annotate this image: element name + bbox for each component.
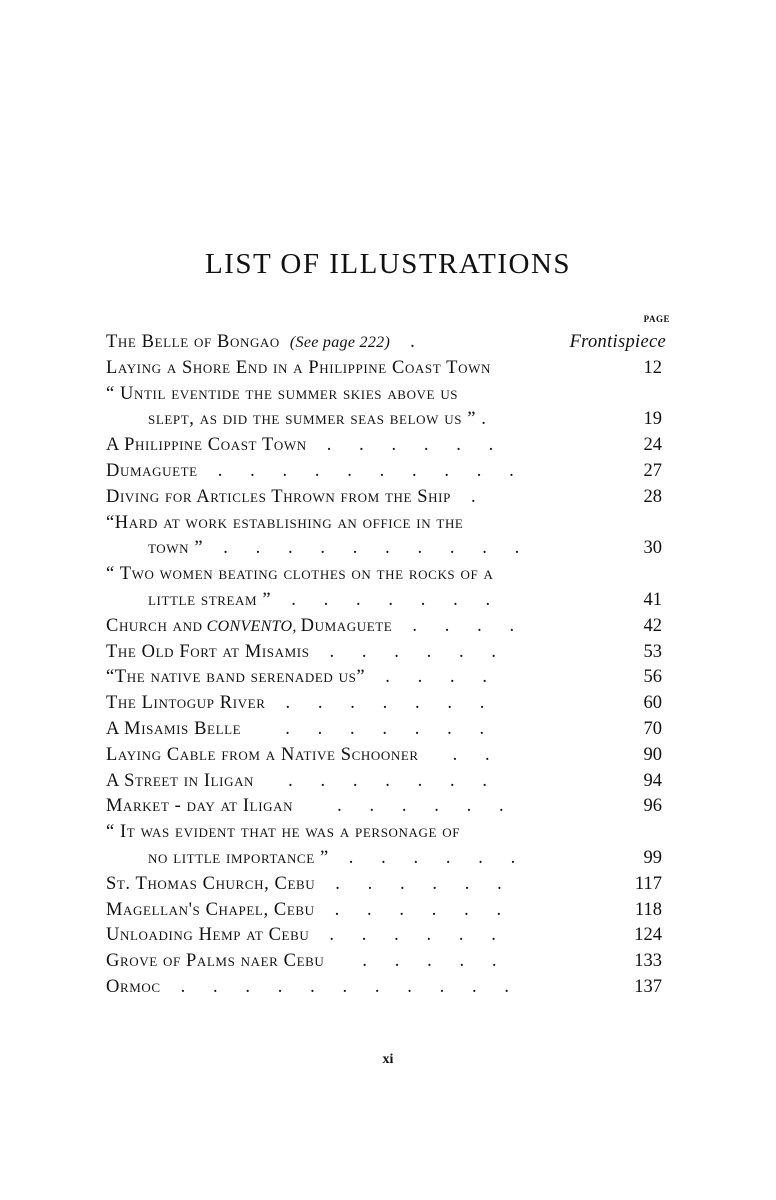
entry-title-continued: slept, as did the summer seas below us ” . — [148, 409, 487, 430]
entry-title: Magellan's Chapel, Cebu — [106, 899, 315, 920]
entry-title: “ It was evident that he was a personage of — [106, 822, 461, 843]
entry-title: Market - day at Iligan — [106, 796, 294, 817]
list-item: “ It was evident that he was a personage of no little importance ” . . . . . . 99 — [106, 820, 666, 872]
entry-page: 30 — [643, 538, 662, 559]
illustrations-list — [106, 330, 666, 1001]
entry-page: 27 — [643, 460, 662, 481]
entry-title: “ Two women beating clothes on the rocks of a — [106, 564, 494, 585]
entry-title: Grove of Palms naer Cebu — [106, 951, 325, 972]
list-item: Magellan's Chapel, Cebu . . . . . . 118 — [106, 898, 666, 924]
entry-page: 96 — [643, 796, 662, 817]
entry-title: Church and — [106, 615, 203, 636]
entry-page: 42 — [643, 615, 662, 636]
entry-page: 133 — [634, 951, 662, 972]
entry-title: A Street in Iligan — [106, 770, 255, 791]
entry-title: The Lintogup River — [106, 693, 266, 714]
entry-page: 56 — [643, 667, 662, 688]
entry-title: The Belle of Bongao — [106, 332, 280, 352]
entry-page: 99 — [643, 847, 662, 868]
entry-page: 53 — [643, 641, 662, 662]
entry-title: Diving for Articles Thrown from the Ship — [106, 486, 451, 507]
entry-title: A Philippine Coast Town — [106, 435, 307, 456]
list-item: Laying Cable from a Native Schooner . . 90 — [106, 743, 666, 769]
entry-page: 124 — [634, 925, 662, 946]
entry-title: Laying a Shore End in a Philippine Coast Town — [106, 357, 491, 378]
entry-italic-word: CONVENTO, — [206, 617, 297, 635]
page-column-header: PAGE — [643, 314, 670, 324]
list-item: A Philippine Coast Town . . . . . . 24 — [106, 433, 666, 459]
list-item: Diving for Articles Thrown from the Ship . 28 — [106, 485, 666, 511]
entry-title: Laying Cable from a Native Schooner — [106, 744, 419, 765]
entry-page: 94 — [643, 770, 662, 791]
entry-title: Unloading Hemp at Cebu — [106, 925, 310, 946]
entry-page: 12 — [643, 357, 662, 378]
entry-title: St. Thomas Church, Cebu — [106, 873, 316, 894]
entry-note: (See page 222) — [289, 334, 391, 351]
entry-title: “Hard at work establishing an office in the — [106, 512, 464, 533]
entry-title: The Old Fort at Misamis — [106, 641, 310, 662]
list-item: Unloading Hemp at Cebu . . . . . . 124 — [106, 923, 666, 949]
list-item — [106, 356, 666, 382]
entry-page: 60 — [643, 693, 662, 714]
list-item: “Hard at work establishing an office in the town ” . . . . . . . . . . 30 — [106, 511, 666, 563]
entry-title-end: Dumaguete — [300, 615, 393, 636]
page-title: LIST OF ILLUSTRATIONS — [204, 248, 572, 280]
list-item — [106, 382, 666, 434]
entry-page: 41 — [643, 589, 662, 610]
list-item: The Old Fort at Misamis . . . . . . 53 — [106, 640, 666, 666]
list-item: The Belle of Bongao (See page 222) . Frontispiece — [106, 330, 666, 356]
page-number: xi — [382, 1052, 394, 1067]
list-item: St. Thomas Church, Cebu . . . . . . 117 — [106, 872, 666, 898]
entry-page: 19 — [643, 409, 662, 430]
list-item: A Street in Iligan . . . . . . . 94 — [106, 769, 666, 795]
entry-page: 70 — [643, 718, 662, 739]
list-item: A Misamis Belle . . . . . . . 70 — [106, 717, 666, 743]
list-item: Dumaguete . . . . . . . . . . 27 — [106, 459, 666, 485]
entry-title: “The native band serenaded us” — [106, 667, 366, 688]
entry-title: Dumaguete — [106, 460, 198, 481]
list-item: The Lintogup River . . . . . . . 60 — [106, 691, 666, 717]
entry-page: 28 — [643, 486, 662, 507]
entry-title: Ormoc — [106, 976, 161, 997]
list-item: Ormoc . . . . . . . . . . . 137 — [106, 975, 666, 1001]
list-item: “The native band serenaded us” . . . . 56 — [106, 665, 666, 691]
entry-title-continued: little stream ” — [148, 589, 272, 610]
entry-title: A Misamis Belle — [106, 718, 242, 739]
entry-title: “ Until eventide the summer skies above us — [106, 383, 459, 404]
list-item: Market - day at Iligan . . . . . . 96 — [106, 794, 666, 820]
entry-title-continued: town ” — [148, 538, 204, 559]
entry-page: 90 — [643, 744, 662, 765]
entry-page: 118 — [634, 899, 662, 920]
list-item: “ Two women beating clothes on the rocks of a little stream ” . . . . . . . 41 — [106, 562, 666, 614]
list-item: Church and CONVENTO, Dumaguete . . . . 42 — [106, 614, 666, 640]
entry-page: 117 — [634, 873, 662, 894]
list-item: Grove of Palms naer Cebu . . . . . 133 — [106, 949, 666, 975]
entry-page: 137 — [634, 976, 662, 997]
entry-page: 24 — [643, 435, 662, 456]
entry-title-continued: no little importance ” — [148, 847, 329, 868]
entry-page: Frontispiece — [569, 332, 666, 352]
